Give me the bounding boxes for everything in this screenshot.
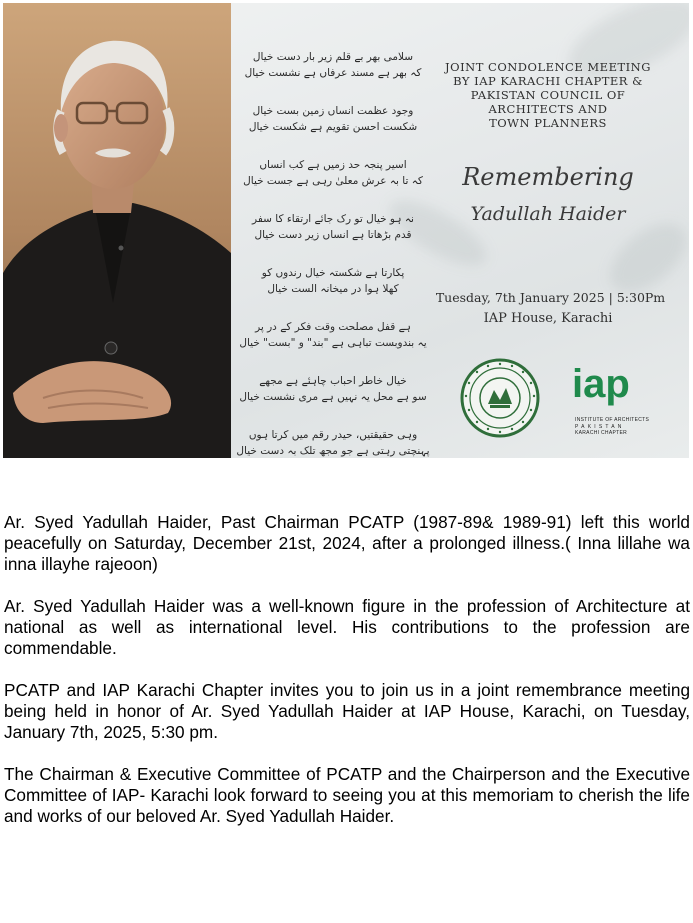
poem-couplet: وجود عظمت انساں زمین بست خیال شکست احسن تقویم ہے شکست خیال [248,105,418,133]
event-datetime: Tuesday, 7th January 2025 | 5:30Pm [435,290,666,305]
urdu-poem [233,49,433,458]
iap-logo-text: iap [572,363,630,406]
paragraph: PCATP and IAP Karachi Chapter invites you to join us in a joint remembrance meeting being held in honor of Ar. Syed Yadullah Haider at IAP House, Karachi, on Tuesday, January 7th, 2025, 5:30 pm. [4,680,690,742]
poem-couplet: ہے قفل مصلحت وقت فکر کے در پر یہ بندوبست تباہی ہے "بند" و "بست" خیال [239,321,427,349]
portrait-photo [3,3,231,458]
poem-couplet: سلامی بھر بے قلم زیر بار دست خیال کہ بھر ہے مسند عرفاں ہے نشست خیال [244,51,422,79]
paragraph: Ar. Syed Yadullah Haider, Past Chairman PCATP (1987-89& 1989-91) left this world peacefully on Saturday, December 21st, 2024, after a prolonged illness.( Inna lillahe wa inna illayhe rajeoon) [4,512,690,574]
poem-couplet: نہ ہو خیال تو رک جائے ارتقاء کا سفر قدم بڑھاتا ہے انساں زیر دست خیال [252,213,414,241]
remembering-heading: Remembering [462,163,634,191]
paragraph: Ar. Syed Yadullah Haider was a well-known figure in the profession of Architecture at national as well as international level. His contributions to the profession are commendable. [4,596,690,658]
paragraph: The Chairman & Executive Committee of PCATP and the Chairperson and the Executive Committee of IAP- Karachi look forward to seeing you at this memoriam to cherish the life and works of our beloved Ar. Syed Yadullah Haider. [4,764,690,826]
poem-couplet: وہی حقیقتیں، حیدر رقم میں کرتا ہوں پہنچتی رہتی ہے جو مجھ تلک بہ دست خیال [236,429,430,457]
poem-couplet: اسیر پنجہ حد زمیں ہے کب انساں کہ تا بہ عرش معلیٰ رہی ہے جست خیال [243,159,423,187]
poem-couplet: پکارتا ہے شکستہ خیال رندوں کو کھلا ہوا در میخانہ الست خیال [261,267,405,295]
pcatp-seal-logo [460,358,540,438]
condolence-message [4,512,690,827]
poem-couplet: خیال خاطر احباب چاہئے ہے مجھے سو ہے محل یہ نہیں ہے مری نشست خیال [239,375,427,403]
condolence-banner [3,3,689,458]
honoree-name: Yadullah Haider [470,203,626,225]
event-title: JOINT CONDOLENCE MEETING BY IAP KARACHI CHAPTER & PAKISTAN COUNCIL OF ARCHITECTS AND TOWN PLANNERS [445,60,651,130]
iap-caption: INSTITUTE OF ARCHITECTS PAKISTAN KARACHI CHAPTER [575,417,650,436]
event-venue: IAP House, Karachi [483,311,613,326]
